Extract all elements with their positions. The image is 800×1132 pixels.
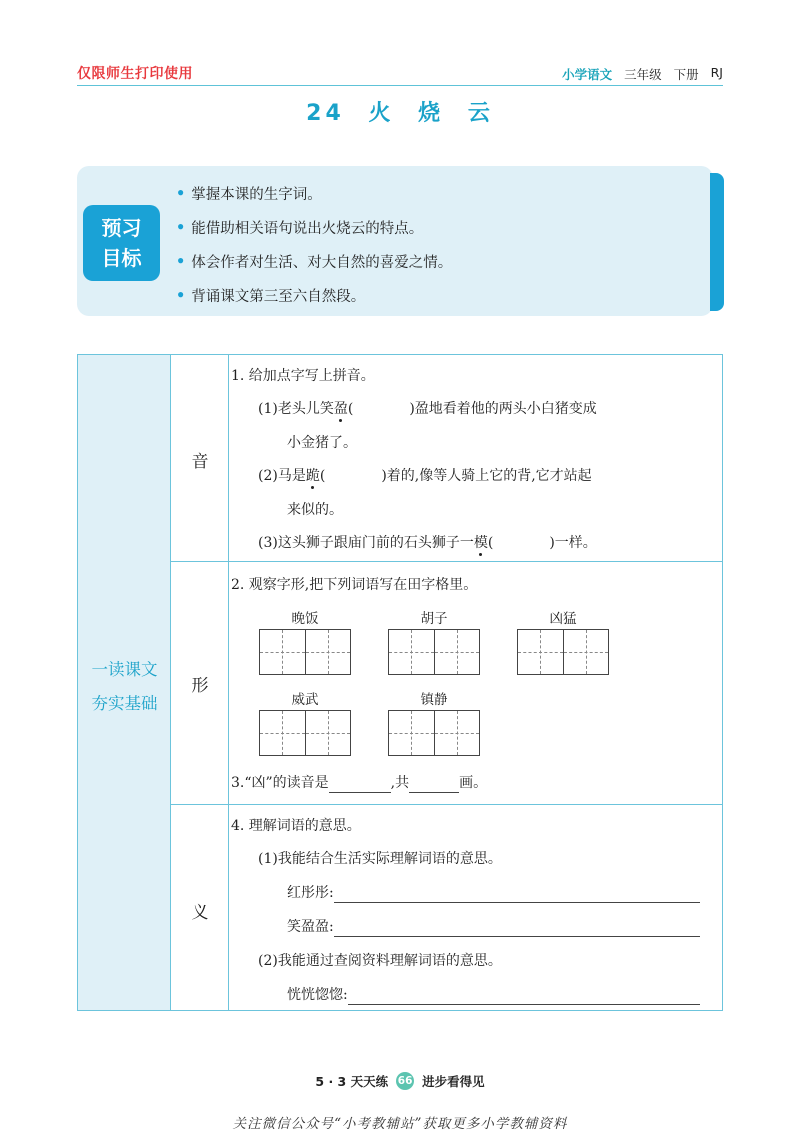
goals-stripe bbox=[710, 173, 724, 311]
tianzige-grid[interactable] bbox=[259, 629, 351, 675]
tianzige-grid[interactable] bbox=[388, 710, 480, 756]
print-note: 仅限师生打印使用 bbox=[77, 66, 193, 82]
subject-label: 小学语文 bbox=[562, 67, 613, 82]
bottom-note: 关注微信公众号“小考教辅站”获取更多小学教辅资料 bbox=[232, 1116, 568, 1132]
question-4-part-2: (2)我能通过查阅资料理解词语的意思。 bbox=[258, 953, 502, 969]
header-rule bbox=[77, 85, 723, 86]
dotted-char: 盈 bbox=[333, 401, 348, 417]
goal-item: • 掌握本课的生字词。 bbox=[176, 184, 322, 203]
sentence-2: (2)马是跪( )着的,像等人骑上它的背,它才站起 bbox=[258, 468, 592, 484]
bullet-icon: • bbox=[176, 252, 186, 270]
grid-word-label: 晚饭 bbox=[291, 611, 319, 627]
sentence-1: (1)老头儿笑盈( )盈地看着他的两头小白猪变成 bbox=[258, 401, 597, 417]
category-column bbox=[171, 355, 229, 1010]
grid-word-label: 镇静 bbox=[420, 692, 448, 708]
goals-badge-line: 预习 bbox=[101, 216, 142, 240]
goal-item: • 背诵课文第三至六自然段。 bbox=[176, 286, 366, 305]
sentence-3: (3)这头狮子跟庙门前的石头狮子一模( )一样。 bbox=[258, 535, 597, 551]
grid-word-label: 胡子 bbox=[420, 611, 448, 627]
grade-label: 三年级 bbox=[624, 67, 662, 82]
grid-word-label: 凶猛 bbox=[549, 611, 577, 627]
sentence-1-cont: 小金猪了。 bbox=[287, 435, 357, 451]
lesson-title-char: 火 bbox=[368, 101, 395, 126]
volume-label: 下册 bbox=[673, 67, 699, 82]
question-title: 4. 理解词语的意思。 bbox=[231, 818, 361, 834]
question-3: 3.“凶”的读音是 ,共 画。 bbox=[231, 775, 488, 791]
word-row: 恍恍惚惚: bbox=[287, 985, 700, 1005]
answer-line[interactable] bbox=[348, 987, 700, 1005]
category-sound: 音 bbox=[191, 452, 209, 472]
question-4-part-1: (1)我能结合生活实际理解词语的意思。 bbox=[258, 851, 502, 867]
lesson-title bbox=[0, 96, 800, 127]
section-label: 一读课文 夯实基础 bbox=[91, 660, 158, 713]
question-title: 2. 观察字形,把下列词语写在田字格里。 bbox=[231, 577, 478, 593]
answer-blank[interactable] bbox=[409, 775, 459, 793]
question-2 bbox=[231, 561, 716, 804]
lesson-title-char: 云 bbox=[467, 101, 494, 126]
exercise-table bbox=[77, 354, 723, 1011]
edition-label: RJ bbox=[710, 65, 723, 80]
dotted-char: 跪 bbox=[305, 468, 320, 484]
lesson-number: 24 bbox=[306, 101, 345, 126]
word-row: 红彤彤: bbox=[287, 883, 700, 903]
category-form: 形 bbox=[191, 676, 209, 696]
footer-brand: 5 · 3 天天练 bbox=[315, 1074, 389, 1089]
footer-slogan: 进步看得见 bbox=[422, 1074, 485, 1089]
goal-item: • 能借助相关语句说出火烧云的特点。 bbox=[176, 218, 424, 237]
tianzige-grid[interactable] bbox=[259, 710, 351, 756]
bullet-icon: • bbox=[176, 184, 186, 202]
question-4 bbox=[231, 804, 716, 1010]
sentence-2-cont: 来似的。 bbox=[287, 502, 343, 518]
word-row: 笑盈盈: bbox=[287, 917, 700, 937]
dotted-char: 模 bbox=[473, 535, 488, 551]
tianzige-grid[interactable] bbox=[517, 629, 609, 675]
section-column bbox=[78, 355, 171, 1010]
book-info bbox=[562, 65, 723, 83]
bullet-icon: • bbox=[176, 286, 186, 304]
page-footer bbox=[0, 1072, 800, 1090]
tianzige-grid[interactable] bbox=[388, 629, 480, 675]
answer-line[interactable] bbox=[334, 919, 700, 937]
question-1 bbox=[231, 355, 716, 561]
question-title: 1. 给加点字写上拼音。 bbox=[231, 368, 375, 384]
bullet-icon: • bbox=[176, 218, 186, 236]
grid-word-label: 威武 bbox=[291, 692, 319, 708]
category-meaning: 义 bbox=[191, 903, 209, 923]
page-number: 66 bbox=[396, 1072, 414, 1090]
goal-item: • 体会作者对生活、对大自然的喜爱之情。 bbox=[176, 252, 453, 271]
lesson-title-char: 烧 bbox=[418, 101, 445, 126]
answer-blank[interactable] bbox=[329, 775, 391, 793]
goals-badge bbox=[83, 205, 160, 281]
goals-list bbox=[176, 176, 452, 312]
goals-badge-line: 目标 bbox=[101, 246, 142, 270]
answer-line[interactable] bbox=[334, 885, 700, 903]
